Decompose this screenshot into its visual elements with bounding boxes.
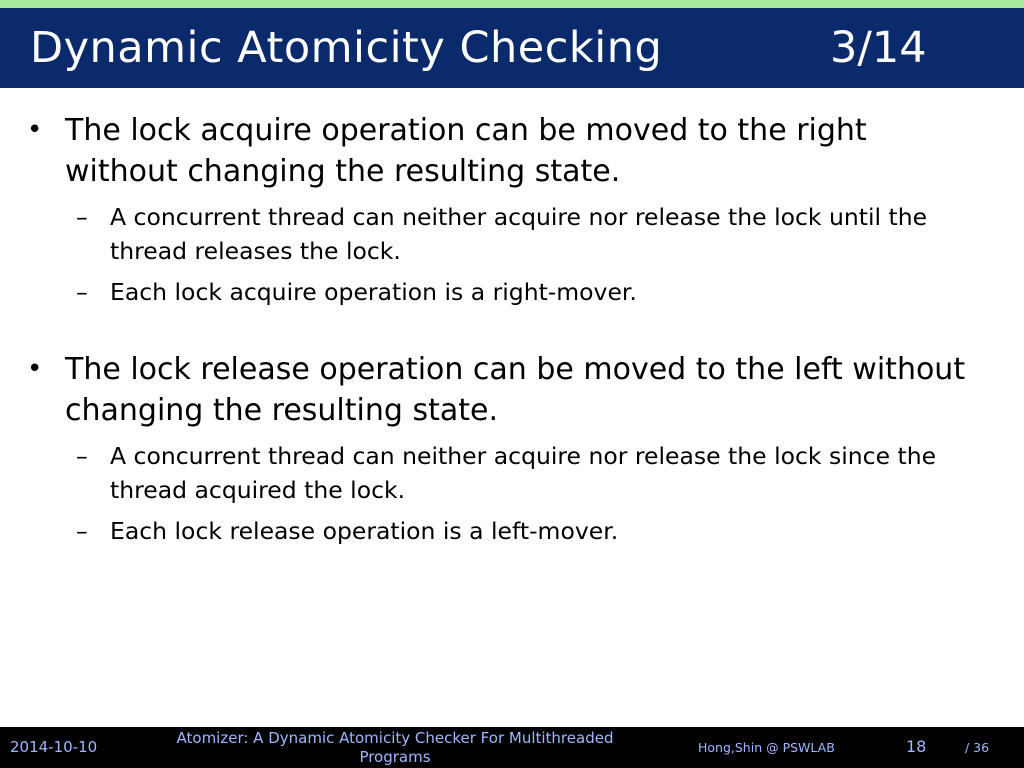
sub-bullet-item <box>76 439 990 507</box>
sub-bullet-text: Each lock acquire operation is a right-mover. <box>110 278 637 306</box>
dash-icon: – <box>76 442 88 470</box>
footer-bar <box>0 727 1024 768</box>
bullet-item <box>27 349 985 431</box>
bullet-text: The lock release operation can be moved to the left without changing the resulting state. <box>65 352 966 428</box>
bullet-dot-icon: • <box>27 354 43 384</box>
sub-bullet-item <box>76 200 990 268</box>
slide-title: Dynamic Atomicity Checking <box>30 23 663 73</box>
bullet-dot-icon: • <box>27 115 43 145</box>
dash-icon: – <box>76 278 88 306</box>
sub-bullet-item <box>76 275 990 309</box>
footer-date: 2014-10-10 <box>10 738 98 756</box>
footer-page-number: 18 <box>906 737 927 756</box>
bullet-item <box>27 110 985 192</box>
sub-bullet-text: A concurrent thread can neither acquire nor release the lock until the thread releases the lock. <box>110 203 928 265</box>
sub-bullet-item <box>76 514 990 548</box>
footer-presentation-title: Atomizer: A Dynamic Atomicity Checker For Multithreaded Programs <box>176 729 614 766</box>
sub-bullet-text: A concurrent thread can neither acquire nor release the lock since the thread acquired the lock. <box>110 442 937 504</box>
dash-icon: – <box>76 203 88 231</box>
footer-author: Hong,Shin @ PSWLAB <box>698 740 835 755</box>
top-accent-stripe <box>0 0 1024 8</box>
footer-total-pages: / 36 <box>965 740 990 755</box>
dash-icon: – <box>76 517 88 545</box>
sub-bullet-text: Each lock release operation is a left-mover. <box>110 517 619 545</box>
slide-content <box>0 110 1024 548</box>
bullet-text: The lock acquire operation can be moved to the right without changing the resulting state. <box>65 113 867 189</box>
title-bar <box>0 8 1024 88</box>
section-page-indicator: 3/14 <box>830 23 927 73</box>
